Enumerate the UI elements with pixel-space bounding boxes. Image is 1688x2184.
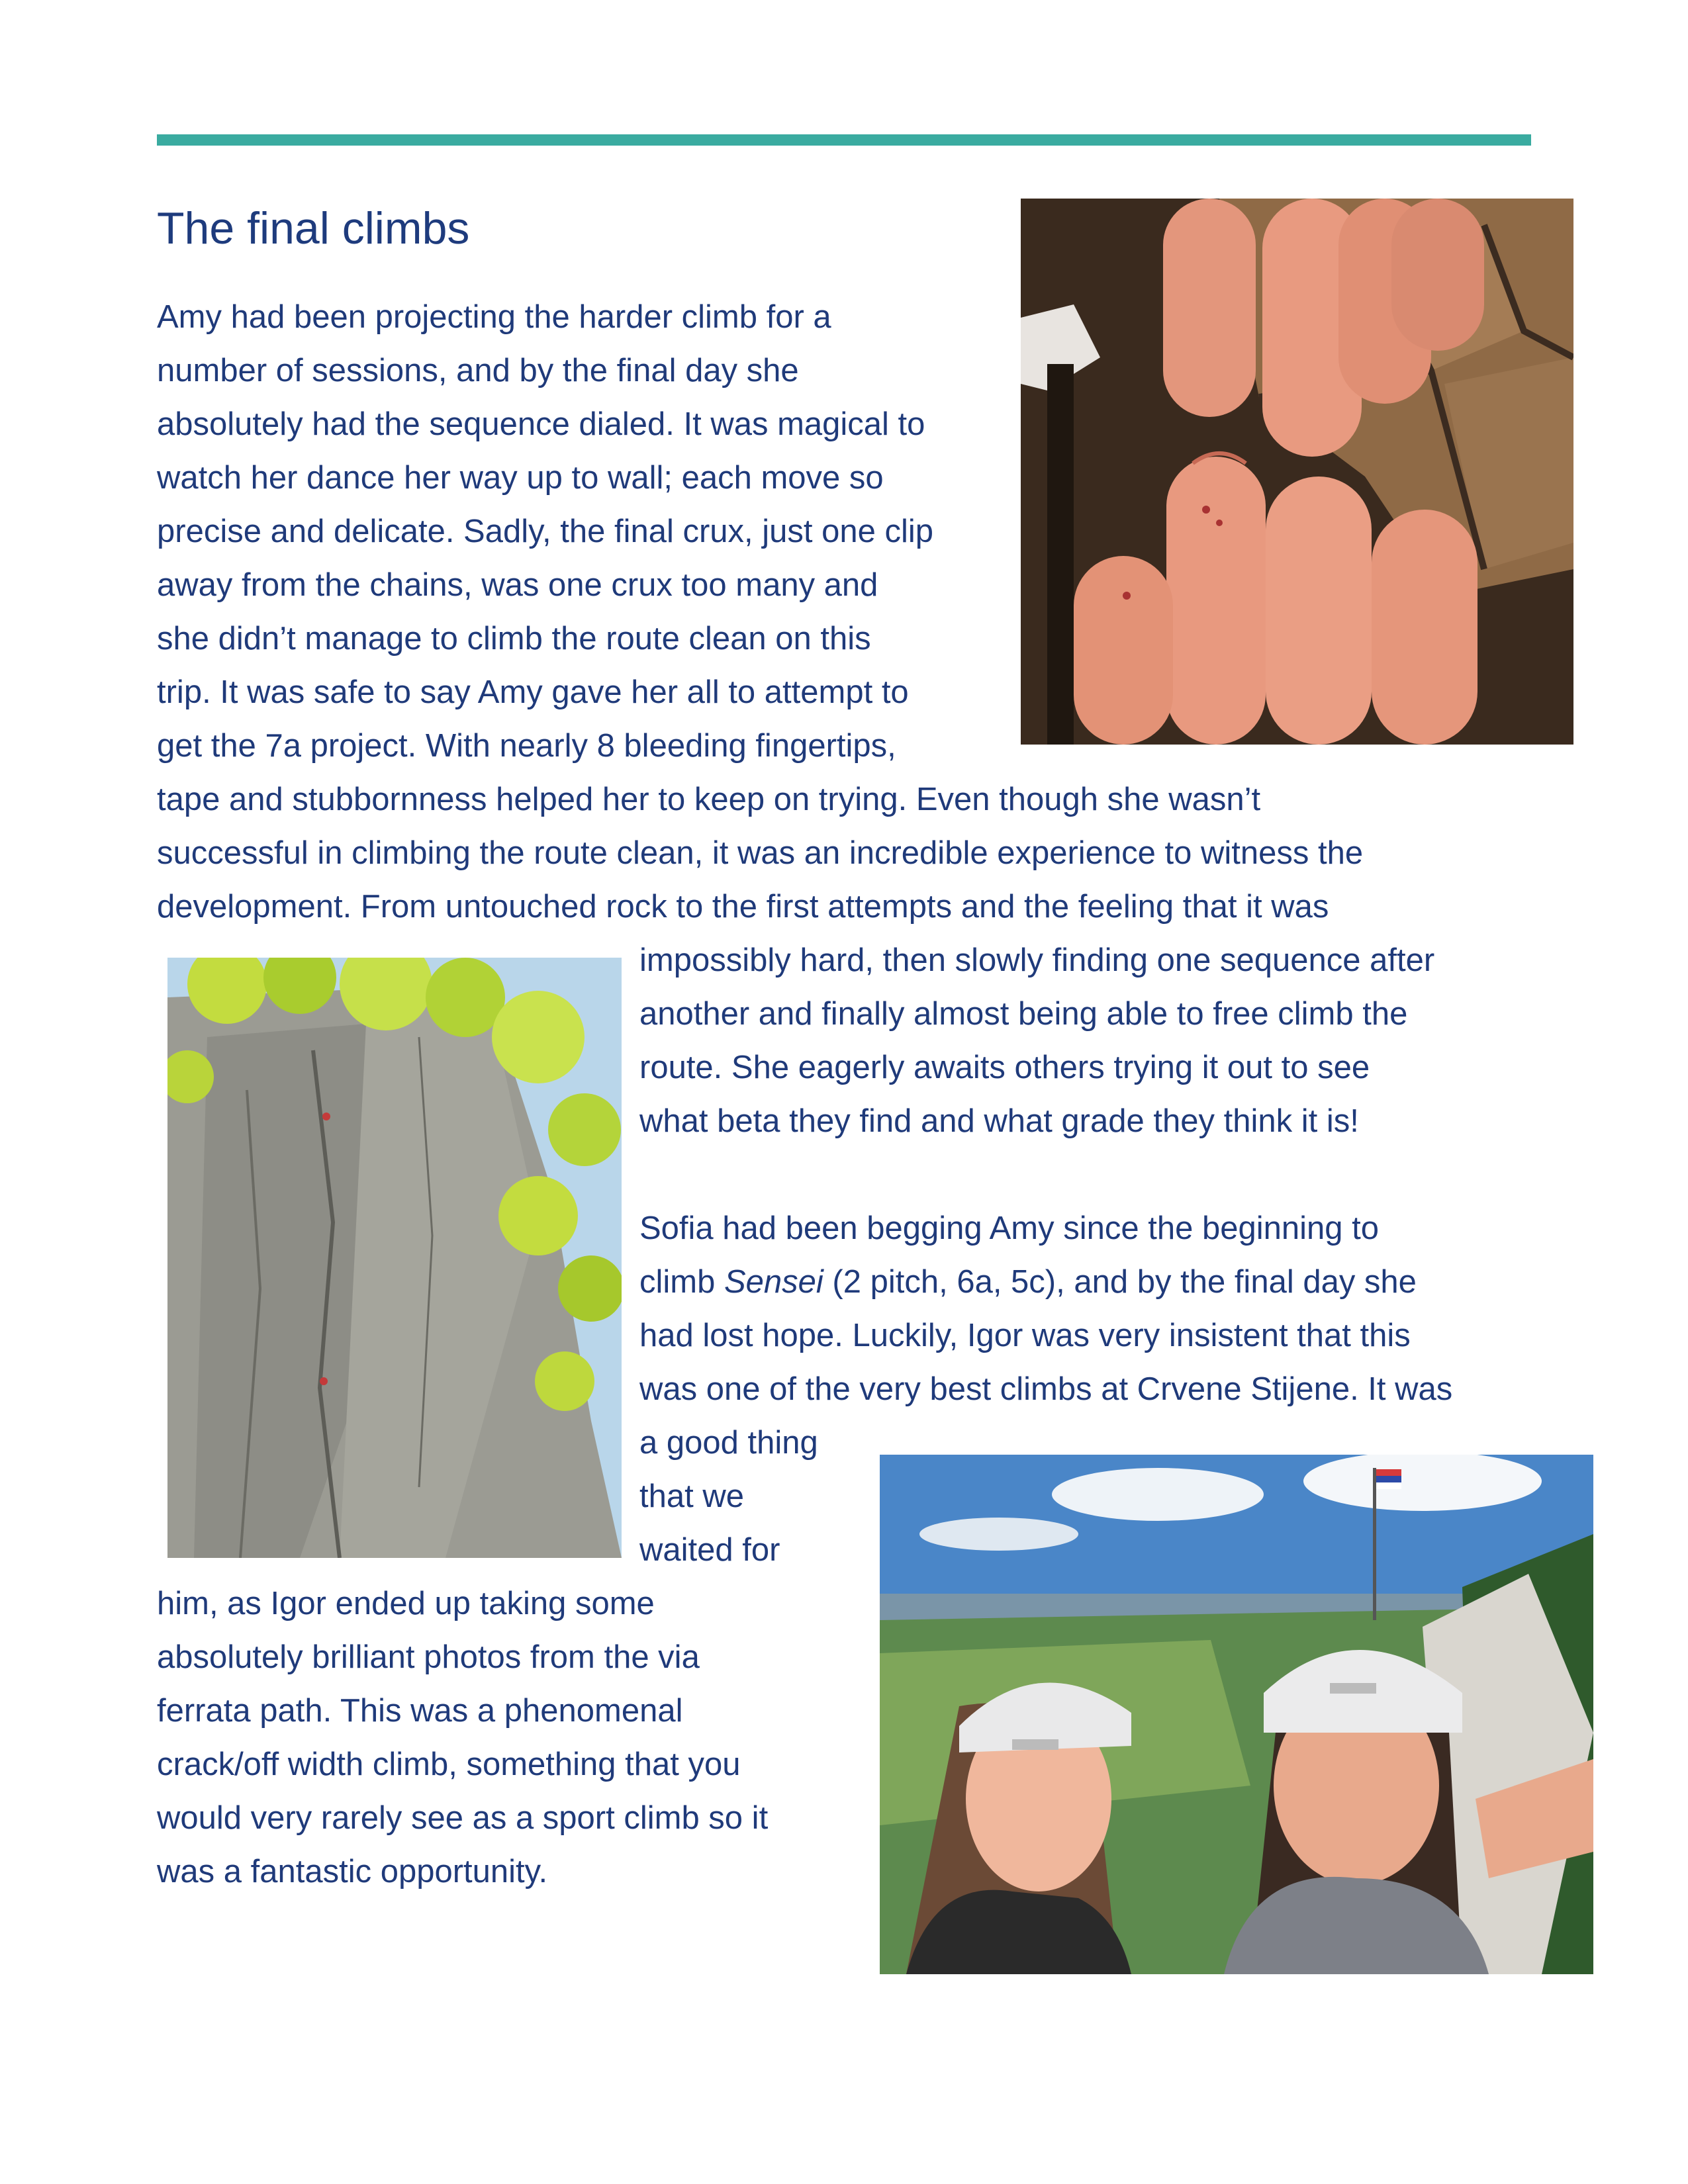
para1-line: precise and delicate. Sadly, the final crux, just one clip [157,514,934,549]
para1-line: absolutely had the sequence dialed. It was magical to [157,406,925,442]
para1-line: impossibly hard, then slowly finding one sequence after [639,942,1435,978]
para2-line: a good thing [639,1425,818,1461]
para2-line-sensei [639,1255,1417,1309]
fingertips-illustration [1021,199,1573,745]
para2-line: Sofia had been begging Amy since the beginning to [639,1210,1379,1246]
para2-line: was one of the very best climbs at Crvene Stijene. It was [639,1371,1453,1407]
para1-line: what beta they find and what grade they think it is! [639,1103,1359,1139]
para1-line: route. She eagerly awaits others trying it out to see [639,1050,1370,1085]
para1-line: Amy had been projecting the harder climb for a [157,299,831,335]
top-rule [157,134,1531,146]
para2-text: climb [639,1264,724,1300]
section-heading: The final climbs [157,203,470,253]
para1-line: she didn’t manage to climb the route clean on this [157,621,871,657]
cliff-illustration [167,958,622,1558]
para2-line: ferrata path. This was a phenomenal [157,1693,683,1729]
para2-line: was a fantastic opportunity. [157,1854,548,1889]
para2-line: absolutely brilliant photos from the via [157,1639,700,1675]
para2-line: that we [639,1479,744,1514]
para1-line: another and finally almost being able to free climb the [639,996,1408,1032]
route-name-sensei: Sensei [724,1264,823,1300]
para2-line: had lost hope. Luckily, Igor was very insistent that this [639,1318,1411,1353]
para2-line: crack/off width climb, something that you [157,1747,741,1782]
para1-line: watch her dance her way up to wall; each move so [157,460,884,496]
para2-line: waited for [639,1532,780,1568]
para2-line: him, as Igor ended up taking some [157,1586,655,1621]
para1-line: trip. It was safe to say Amy gave her all to attempt to [157,674,909,710]
para1-line: development. From untouched rock to the first attempts and the feeling that it was [157,889,1329,925]
para1-line: number of sessions, and by the final day she [157,353,799,388]
photo-cliff-face [167,958,622,1558]
para1-line: get the 7a project. With nearly 8 bleeding fingertips, [157,728,896,764]
para1-line: tape and stubbornness helped her to keep on trying. Even though she wasn’t [157,782,1261,817]
para1-line: away from the chains, was one crux too many and [157,567,878,603]
selfie-illustration [880,1455,1593,1974]
para2-text: (2 pitch, 6a, 5c), and by the final day she [823,1264,1417,1300]
para1-line: successful in climbing the route clean, it was an incredible experience to witness the [157,835,1364,871]
para2-line: would very rarely see as a sport climb so it [157,1800,769,1836]
photo-fingertips [1021,199,1573,745]
photo-helmet-selfie [880,1455,1593,1974]
